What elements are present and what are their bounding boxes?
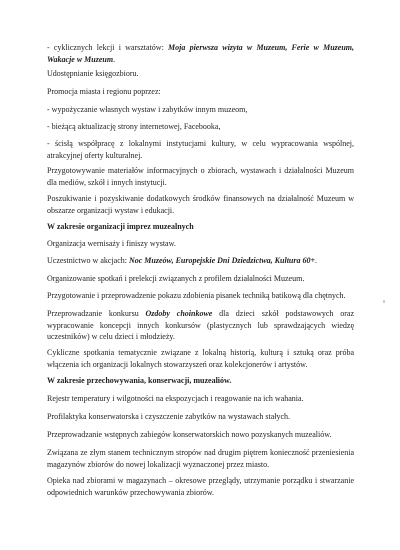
text-run: . [315,256,318,265]
emphasis-text: Ozdoby choinkowe [145,309,213,318]
list-item-loans: - wypożyczanie własnych wystaw i zabytków innym muzeom, [47,105,248,114]
list-item-cooperation: - ścisłą współpracę z lokalnymi instytucjami kultury, w celu wypracowania wspólnej, atrakcyjnej oferty kulturalnej. [47,139,354,160]
paragraph-materials: Przygotowywanie materiałów informacyjnych o zbiorach, wystawach i działalności Muzeum dla mediów, szkół i innych instytucji. [47,166,354,187]
text-run: Uczestnictwo w akcjach: [47,256,129,265]
paragraph-temperature: Rejestr temperatury i wilgotności na ekspozycjach i reagowanie na ich wahania. [47,394,304,403]
paragraph-participation [47,255,354,267]
paragraph-easter-eggs: Przygotowanie i przeprowadzenie pokazu zdobienia pisanek techniką batikową dla chętnych. [47,291,346,300]
paragraph-funding: Poszukiwanie i pozyskiwanie dodatkowych środków finansowych na działalność Muzeum w obszarze organizacji wystaw i edukacji. [47,194,354,215]
paragraph-contest [47,308,354,343]
emphasis-text: Moja pierwsza wizyta w Muzeum, Ferie w Muzeum, Wakacje w Muzeum [47,43,354,64]
list-item-website: - bieżącą aktualizację strony internetowej, Facebooka, [47,122,221,131]
scan-mark [383,300,385,303]
text-run: - cyklicznych lekcji i warsztatów: [47,43,169,52]
paragraph-library: Udostępnianie księgozbioru. [47,69,139,78]
paragraph-lessons [47,42,354,65]
text-run: Przeprowadzanie konkursu [47,309,146,318]
section-heading-events: W zakresie organizacji imprez muzealnych [47,222,194,231]
paragraph-thematic-meetings: Cykliczne spotkania tematycznie związane z lokalną historią, kulturą i sztuką oraz próba włączenia ich organizacji lokalnych stowarzyszeń oraz kolekcjonerów i artystów. [47,348,354,369]
paragraph-promotion: Promocja miasta i regionu poprzez: [47,87,161,96]
paragraph-preliminary-treatment: Przeprowadzanie wstępnych zabiegów konserwatorskich nowo pozyskanych muzealiów. [47,430,332,439]
paragraph-vernissage: Organizacja wernisaży i finiszy wystaw. [47,239,176,248]
paragraph-meetings: Organizowanie spotkań i prelekcji związanych z profilem działalności Muzeum. [47,274,305,283]
emphasis-text: Noc Muzeów, Europejskie Dni Dziedzictwa, Kultura 60+ [128,256,316,265]
section-heading-conservation: W zakresie przechowywania, konserwacji, muzealiów. [47,376,232,385]
paragraph-storage-care: Opieka nad zbiorami w magazynach – okresowe przeglądy, utrzymanie porządku i stwarzanie odpowiednich warunków przechowywania zbiorów. [47,476,354,497]
paragraph-prophylaxis: Profilaktyka konserwatorska i czyszczenie zabytków na wystawach stałych. [47,412,291,421]
text-run: . [113,54,116,64]
text-run: dla dzieci szkół podstawowych oraz wypracowanie koncepcji innych konkursów (plastycznych lub sprawdzających wiedzę uczestników) w celu dzieci i młodzieży. [47,309,354,341]
paragraph-storage-relocation: Związana ze złym stanem technicznym stropów nad drugim piętrem konieczność przeniesienia magazynów zbiorów do nowej lokalizacji wyznaczonej przez miasto. [47,448,354,469]
